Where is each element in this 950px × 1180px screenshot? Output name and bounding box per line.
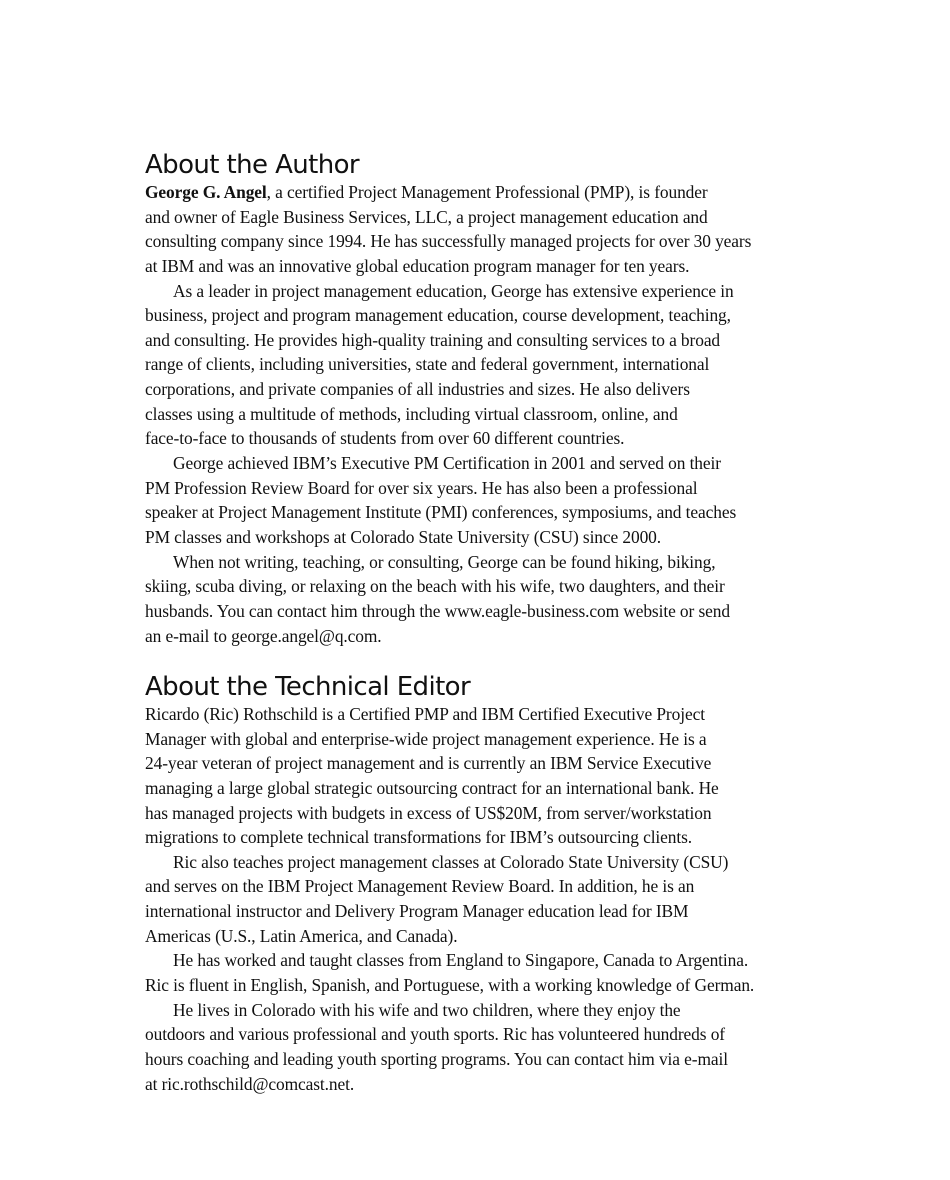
paragraph-line — [145, 303, 795, 328]
paragraph-line — [145, 205, 795, 230]
paragraph-line — [145, 874, 795, 899]
line-text: He has worked and taught classes from England to Singapore, Canada to Argentina. — [173, 950, 749, 971]
paragraph-line — [145, 500, 795, 525]
line-text: George achieved IBM’s Executive PM Certification in 2001 and served on their — [173, 453, 721, 474]
line-text: speaker at Project Management Institute (PMI) conferences, symposiums, and teaches — [145, 502, 737, 523]
line-text: business, project and program management education, course development, teaching, — [145, 305, 731, 326]
line-text: When not writing, teaching, or consulting, George can be found hiking, biking, — [173, 551, 716, 572]
paragraph-line — [145, 850, 795, 875]
paragraph-line — [145, 1047, 795, 1072]
paragraph-line — [145, 254, 795, 279]
paragraph-line — [145, 624, 795, 649]
line-text: and consulting. He provides high-quality training and consulting services to a broad — [145, 329, 721, 350]
paragraph-line — [145, 924, 795, 949]
paragraph-line — [145, 328, 795, 353]
line-text: Ric also teaches project management classes at Colorado State University (CSU) — [173, 851, 729, 872]
line-text: corporations, and private companies of all industries and sizes. He also delivers — [145, 379, 690, 400]
about-editor-heading: About the Technical Editor — [145, 672, 471, 702]
line-text: PM Profession Review Board for over six years. He has also been a professional — [145, 477, 698, 498]
author-name: George G. Angel — [145, 182, 267, 202]
line-text: skiing, scuba diving, or relaxing on the beach with his wife, two daughters, and their — [145, 576, 725, 597]
line-text: has managed projects with budgets in excess of US$20M, from server/workstation — [145, 802, 712, 823]
line-text: hours coaching and leading youth sporting programs. You can contact him via e-mail — [145, 1048, 728, 1069]
line-text: at IBM and was an innovative global education program manager for ten years. — [145, 255, 690, 276]
paragraph-line — [145, 550, 795, 575]
paragraph-line — [145, 776, 795, 801]
paragraph-line — [145, 279, 795, 304]
paragraph-line — [145, 180, 795, 205]
line-text: PM classes and workshops at Colorado State University (CSU) since 2000. — [145, 526, 662, 547]
line-text: and serves on the IBM Project Management Review Board. In addition, he is an — [145, 876, 695, 897]
paragraph-line — [145, 825, 795, 850]
paragraph-line — [145, 525, 795, 550]
paragraph-line — [145, 899, 795, 924]
line-text: and owner of Eagle Business Services, LLC, a project management education and — [145, 206, 708, 227]
line-text: husbands. You can contact him through the www.eagle-business.com website or send — [145, 600, 730, 621]
line-text: face-to-face to thousands of students from over 60 different countries. — [145, 428, 625, 449]
line-text: Ricardo (Ric) Rothschild is a Certified PMP and IBM Certified Executive Project — [145, 704, 705, 724]
paragraph-line — [145, 1022, 795, 1047]
line-text: an e-mail to george.angel@q.com. — [145, 625, 382, 646]
about-author-section — [145, 150, 795, 648]
paragraph-line — [145, 973, 795, 998]
paragraph-line — [145, 426, 795, 451]
paragraph-line — [145, 229, 795, 254]
line-text: managing a large global strategic outsourcing contract for an international bank. He — [145, 777, 719, 798]
paragraph-line — [145, 727, 795, 752]
line-text: range of clients, including universities, state and federal government, international — [145, 354, 710, 375]
line-text: migrations to complete technical transformations for IBM’s outsourcing clients. — [145, 827, 693, 848]
about-editor-body — [145, 702, 795, 1096]
paragraph-line — [145, 948, 795, 973]
paragraph-line — [145, 599, 795, 624]
paragraph-line — [145, 402, 795, 427]
line-text: Manager with global and enterprise-wide project management experience. He is a — [145, 728, 707, 749]
line-text: , a certified Project Management Professional (PMP), is founder — [266, 182, 708, 202]
about-editor-section — [145, 672, 795, 1096]
line-text: He lives in Colorado with his wife and two children, where they enjoy the — [173, 999, 681, 1020]
line-text: consulting company since 1994. He has successfully managed projects for over 30 years — [145, 231, 752, 252]
line-text: classes using a multitude of methods, including virtual classroom, online, and — [145, 403, 678, 424]
line-text: Americas (U.S., Latin America, and Canada). — [145, 925, 458, 946]
line-text: 24-year veteran of project management and is currently an IBM Service Executive — [145, 753, 712, 774]
line-text: international instructor and Delivery Program Manager education lead for IBM — [145, 901, 689, 922]
paragraph-line — [145, 801, 795, 826]
line-text: at ric.rothschild@comcast.net. — [145, 1073, 355, 1094]
line-text: Ric is fluent in English, Spanish, and Portuguese, with a working knowledge of German. — [145, 975, 755, 996]
paragraph-line — [145, 574, 795, 599]
line-text: As a leader in project management education, George has extensive experience in — [173, 280, 734, 301]
paragraph-line — [145, 1072, 795, 1097]
paragraph-line — [145, 702, 795, 727]
paragraph-line — [145, 377, 795, 402]
paragraph-line — [145, 451, 795, 476]
paragraph-line — [145, 352, 795, 377]
paragraph-line — [145, 751, 795, 776]
paragraph-line — [145, 476, 795, 501]
about-author-body — [145, 180, 795, 648]
line-text: outdoors and various professional and youth sports. Ric has volunteered hundreds of — [145, 1024, 725, 1045]
paragraph-line — [145, 998, 795, 1023]
about-author-heading: About the Author — [145, 150, 360, 180]
